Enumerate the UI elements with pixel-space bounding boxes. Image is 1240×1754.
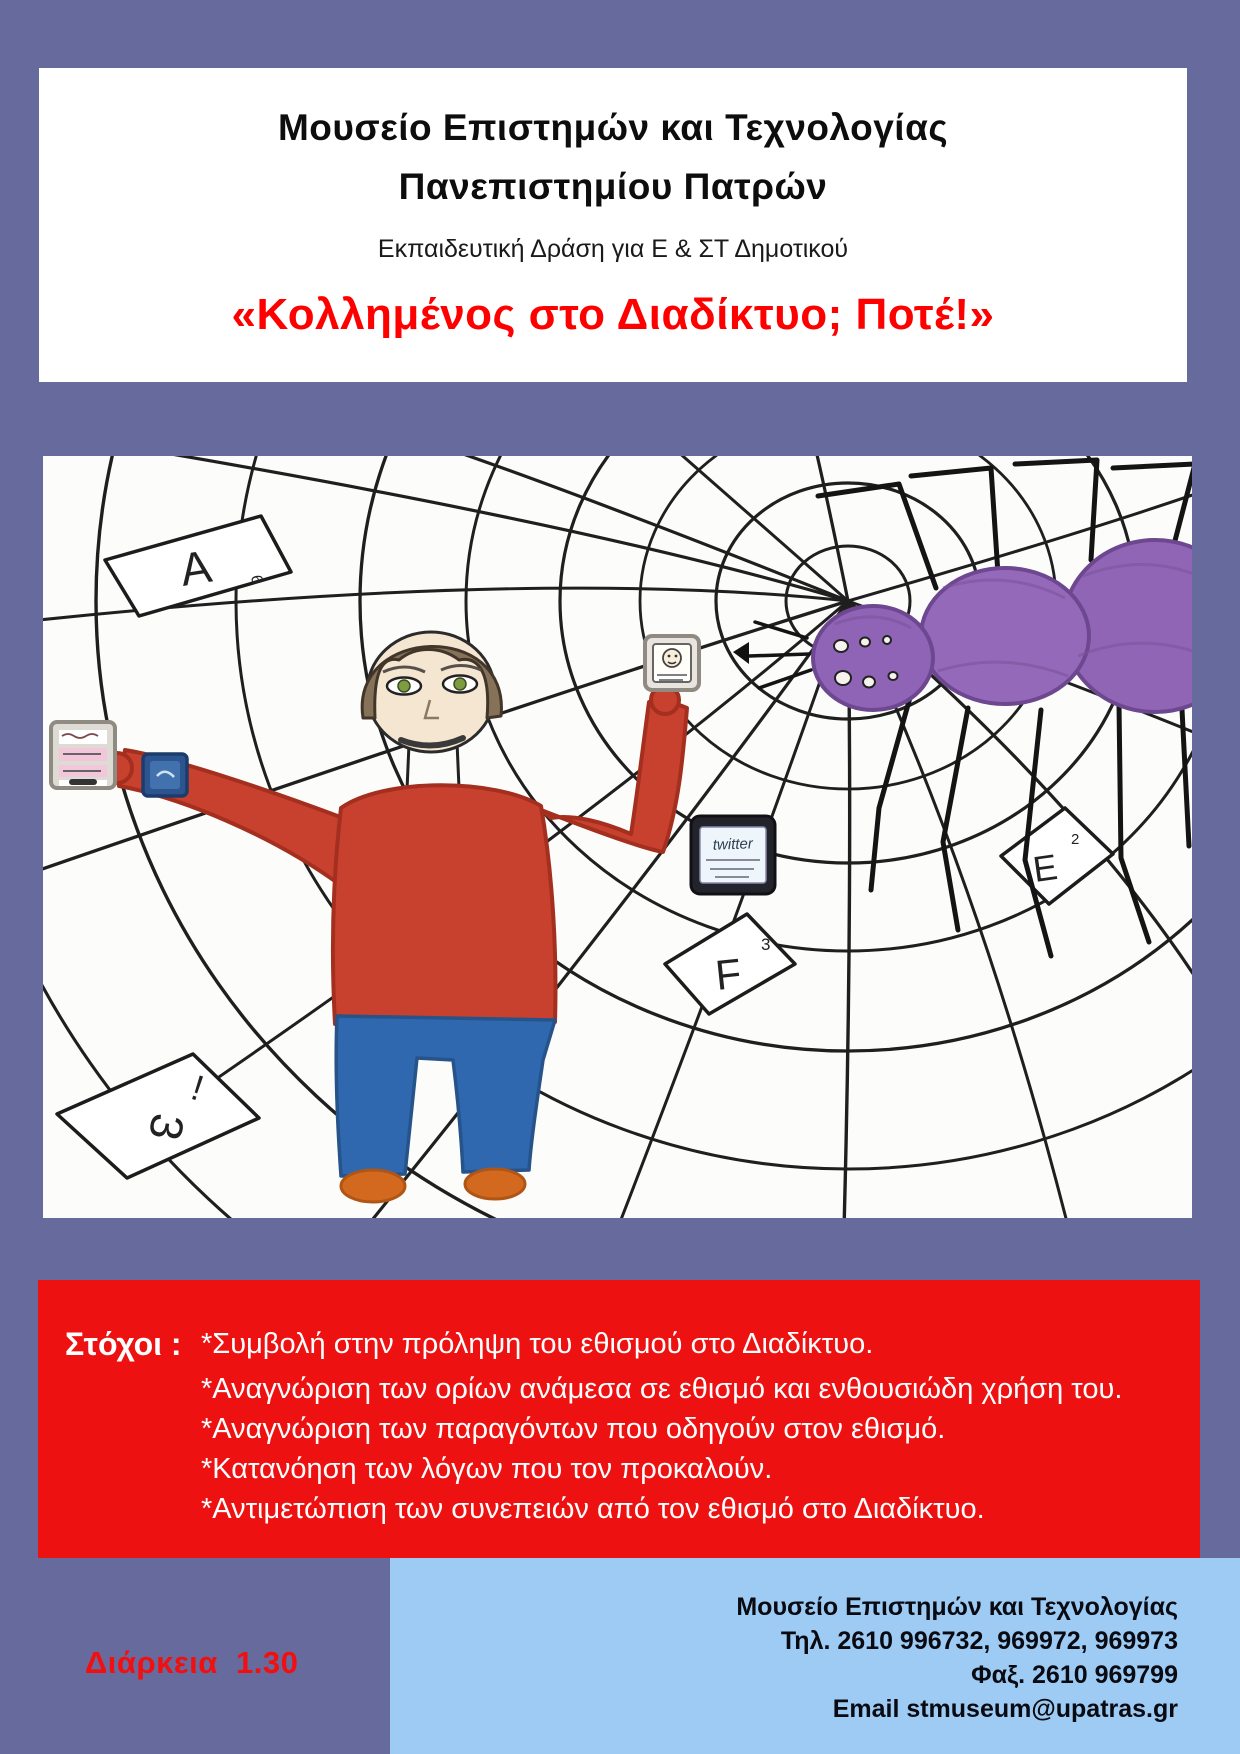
person-shoe-right xyxy=(465,1169,525,1199)
tile-3-mark: ! xyxy=(186,1066,209,1109)
objective-item: *Συμβολή στην πρόληψη του εθισμού στο Διαδίκτυο. xyxy=(201,1328,874,1360)
tile-f-letter: F xyxy=(713,949,744,999)
objectives-box xyxy=(38,1280,1200,1558)
tablet-label: twitter xyxy=(712,835,754,854)
objectives-label: Στόχοι : xyxy=(65,1326,182,1362)
museum-title-line2: Πανεπιστημίου Πατρών xyxy=(398,166,828,207)
objective-item: *Αναγνώριση των παραγόντων που οδηγούν στον εθισμό. xyxy=(201,1413,946,1445)
contact-email: Email stmuseum@upatras.gr xyxy=(832,1695,1178,1723)
spider-web-drawing xyxy=(43,456,1192,1218)
child-drawing xyxy=(43,456,1192,1218)
tile-3 xyxy=(57,1054,259,1178)
objective-item: *Κατανόηση των λόγων που τον προκαλούν. xyxy=(201,1453,773,1485)
tile-3-digit: 3 xyxy=(139,1109,195,1145)
contact-box xyxy=(390,1558,1240,1754)
spider-head xyxy=(813,606,933,710)
person-shoe-left xyxy=(341,1170,405,1202)
contact-fax: Φαξ. 2610 969799 xyxy=(971,1661,1178,1689)
tile-a-sub: 6 xyxy=(247,573,266,586)
event-title: «Κολλημένος στο Διαδίκτυο; Ποτέ!» xyxy=(231,290,995,339)
cube-device xyxy=(143,754,187,796)
person-jeans xyxy=(336,1016,555,1176)
tile-e-sup: 2 xyxy=(1071,831,1080,848)
selfie-device xyxy=(645,636,699,690)
tile-e-letter: Ε xyxy=(1030,845,1060,890)
contact-org: Μουσείο Επιστημών και Τεχνολογίας xyxy=(736,1593,1178,1621)
duration-label: Διάρκεια 1.30 xyxy=(85,1645,299,1680)
tile-a-letter: Α xyxy=(176,539,215,596)
tile-f xyxy=(665,914,795,1014)
objectives-list xyxy=(201,1324,1122,1529)
museum-title-line1: Μουσείο Επιστημών και Τεχνολογίας xyxy=(277,107,949,148)
phone-device xyxy=(51,722,115,788)
objective-item: *Αντιμετώπιση των συνεπειών από τον εθισμό στο Διαδίκτυο. xyxy=(201,1493,985,1525)
header-subtitle: Εκπαιδευτική Δράση για Ε & ΣΤ Δημοτικού xyxy=(377,235,849,263)
header xyxy=(39,68,1187,382)
objective-item: *Αναγνώριση των ορίων ανάμεσα σε εθισμό και ενθουσιώδη χρήση του. xyxy=(201,1373,1123,1405)
tile-e xyxy=(1001,808,1113,904)
contact-phone: Τηλ. 2610 996732, 969972, 969973 xyxy=(780,1627,1178,1655)
tablet-device xyxy=(691,816,775,894)
tile-f-sup: 3 xyxy=(761,935,771,954)
